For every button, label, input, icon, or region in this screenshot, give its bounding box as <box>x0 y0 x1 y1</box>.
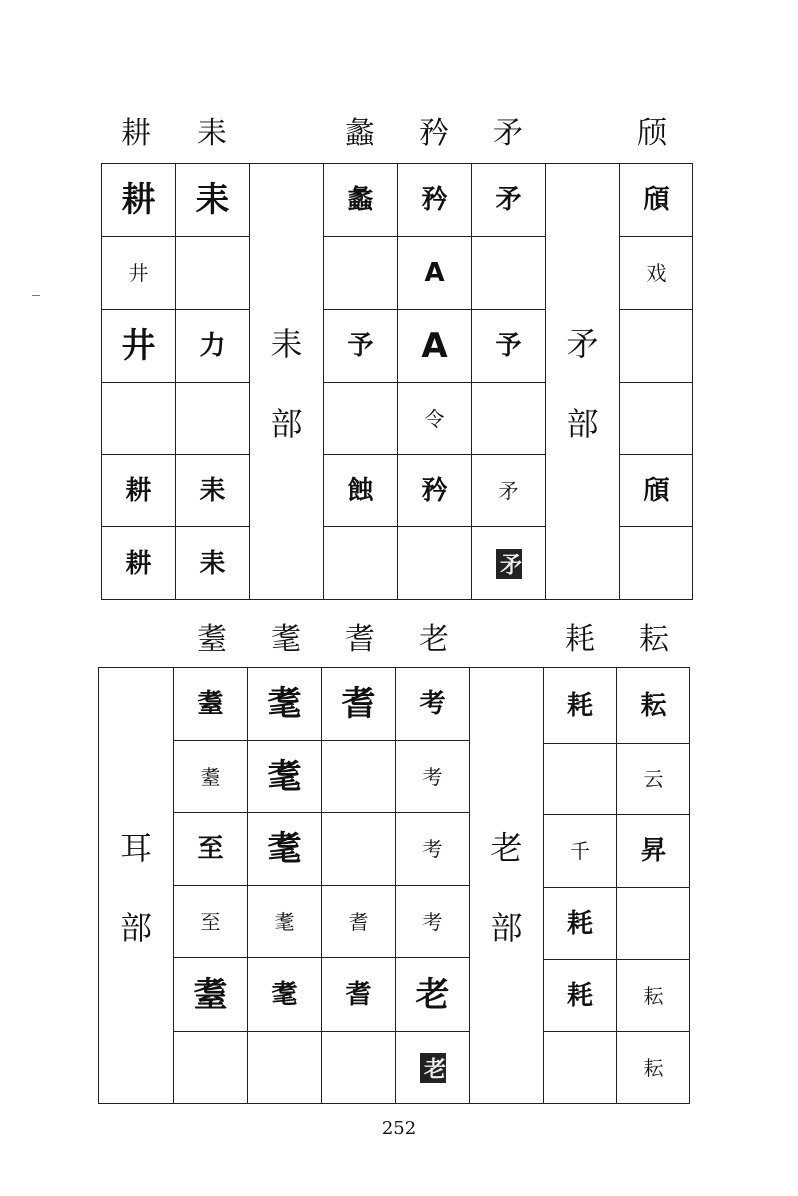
header-mao: 矛 <box>493 116 523 151</box>
glyph: 戏 <box>646 261 667 285</box>
column-lei <box>176 164 250 599</box>
bottom-glyph-table <box>98 667 690 1104</box>
column-yun <box>617 668 690 1103</box>
radical-bu: 部 <box>490 909 523 947</box>
glyph: 耄 <box>274 909 295 934</box>
glyph: 耒 <box>195 180 230 220</box>
glyph: 耗 <box>566 908 593 939</box>
radical-char: 耒 <box>270 325 303 363</box>
glyph: 頎 <box>643 475 670 506</box>
header-lao: 老 <box>419 622 449 657</box>
radical-column-lao <box>470 668 544 1103</box>
glyph: 耘 <box>640 690 667 721</box>
glyph: 考 <box>419 689 446 719</box>
glyph: 矜 <box>421 475 448 506</box>
header-lei: 耒 <box>197 116 227 151</box>
radical-char: 耳 <box>119 829 152 867</box>
header-die: 耋 <box>197 622 227 657</box>
header-qi2: 耆 <box>345 622 375 657</box>
glyph: 耄 <box>267 829 302 869</box>
glyph: 考 <box>422 837 443 861</box>
glyph-rubbing: 老 <box>420 1053 446 1083</box>
column-qi <box>620 164 693 599</box>
radical-bu: 部 <box>119 909 152 947</box>
glyph: 頎 <box>643 185 670 215</box>
column-mao2 <box>248 668 322 1103</box>
glyph: 耘 <box>643 983 664 1008</box>
glyph: 昇 <box>640 836 667 866</box>
radical-column-lei <box>250 164 324 599</box>
glyph: 耆 <box>348 909 369 934</box>
top-glyph-table <box>101 163 693 600</box>
glyph-rubbing: 矛 <box>496 549 522 579</box>
glyph: 老 <box>415 974 450 1015</box>
glyph: 考 <box>422 764 443 789</box>
glyph: 耄 <box>267 756 302 797</box>
column-jin <box>398 164 472 599</box>
column-geng <box>102 164 176 599</box>
column-qi2 <box>322 668 396 1103</box>
glyph: 力 <box>199 331 226 361</box>
column-li <box>324 164 398 599</box>
column-hao <box>544 668 617 1103</box>
header-hao: 耗 <box>565 622 595 657</box>
glyph: 蝕 <box>347 475 374 506</box>
glyph: A <box>421 326 448 366</box>
glyph: 耆 <box>341 684 376 724</box>
glyph: 至 <box>200 909 221 934</box>
column-die <box>174 668 248 1103</box>
glyph: 耘 <box>643 1056 664 1080</box>
glyph: 蠡 <box>347 185 374 215</box>
glyph: 耗 <box>566 690 593 721</box>
glyph: 至 <box>197 834 224 864</box>
radical-column-er <box>99 668 174 1103</box>
glyph: 予 <box>347 331 374 361</box>
header-yun: 耘 <box>639 622 669 657</box>
glyph: 云 <box>643 767 664 791</box>
glyph: 矜 <box>421 185 448 215</box>
glyph: 井 <box>121 326 156 366</box>
glyph: 耗 <box>566 980 593 1011</box>
glyph: 耋 <box>200 764 221 789</box>
glyph: 耄 <box>271 979 298 1010</box>
glyph: 耄 <box>267 684 302 724</box>
glyph: 予 <box>495 331 522 361</box>
header-mao2: 耄 <box>271 622 301 657</box>
radical-bu: 部 <box>270 405 303 443</box>
glyph: 耒 <box>199 475 226 506</box>
glyph: 耋 <box>197 689 224 719</box>
glyph: 耕 <box>125 475 152 506</box>
header-jin: 矜 <box>419 116 449 151</box>
glyph: 耆 <box>345 979 372 1010</box>
header-geng: 耕 <box>121 116 151 151</box>
glyph: 矛 <box>498 478 519 503</box>
glyph: 千 <box>570 839 590 863</box>
glyph: 耕 <box>121 180 156 220</box>
stray-mark <box>32 295 40 296</box>
column-lao <box>396 668 470 1103</box>
column-mao <box>472 164 546 599</box>
glyph: 矛 <box>495 185 522 215</box>
radical-bu: 部 <box>566 405 599 443</box>
glyph: A <box>424 258 445 288</box>
radical-column-mao <box>546 164 620 599</box>
page-number: 252 <box>381 1118 417 1139</box>
header-li: 蠡 <box>345 116 375 151</box>
radical-char: 老 <box>490 829 523 867</box>
glyph: 耕 <box>125 548 152 579</box>
header-qi: 颀 <box>637 116 667 151</box>
glyph: 耒 <box>199 548 226 579</box>
glyph: 耋 <box>193 974 228 1015</box>
radical-char: 矛 <box>566 325 599 363</box>
glyph: 令 <box>424 406 445 431</box>
glyph: 井 <box>128 261 149 285</box>
glyph: 考 <box>422 909 443 934</box>
